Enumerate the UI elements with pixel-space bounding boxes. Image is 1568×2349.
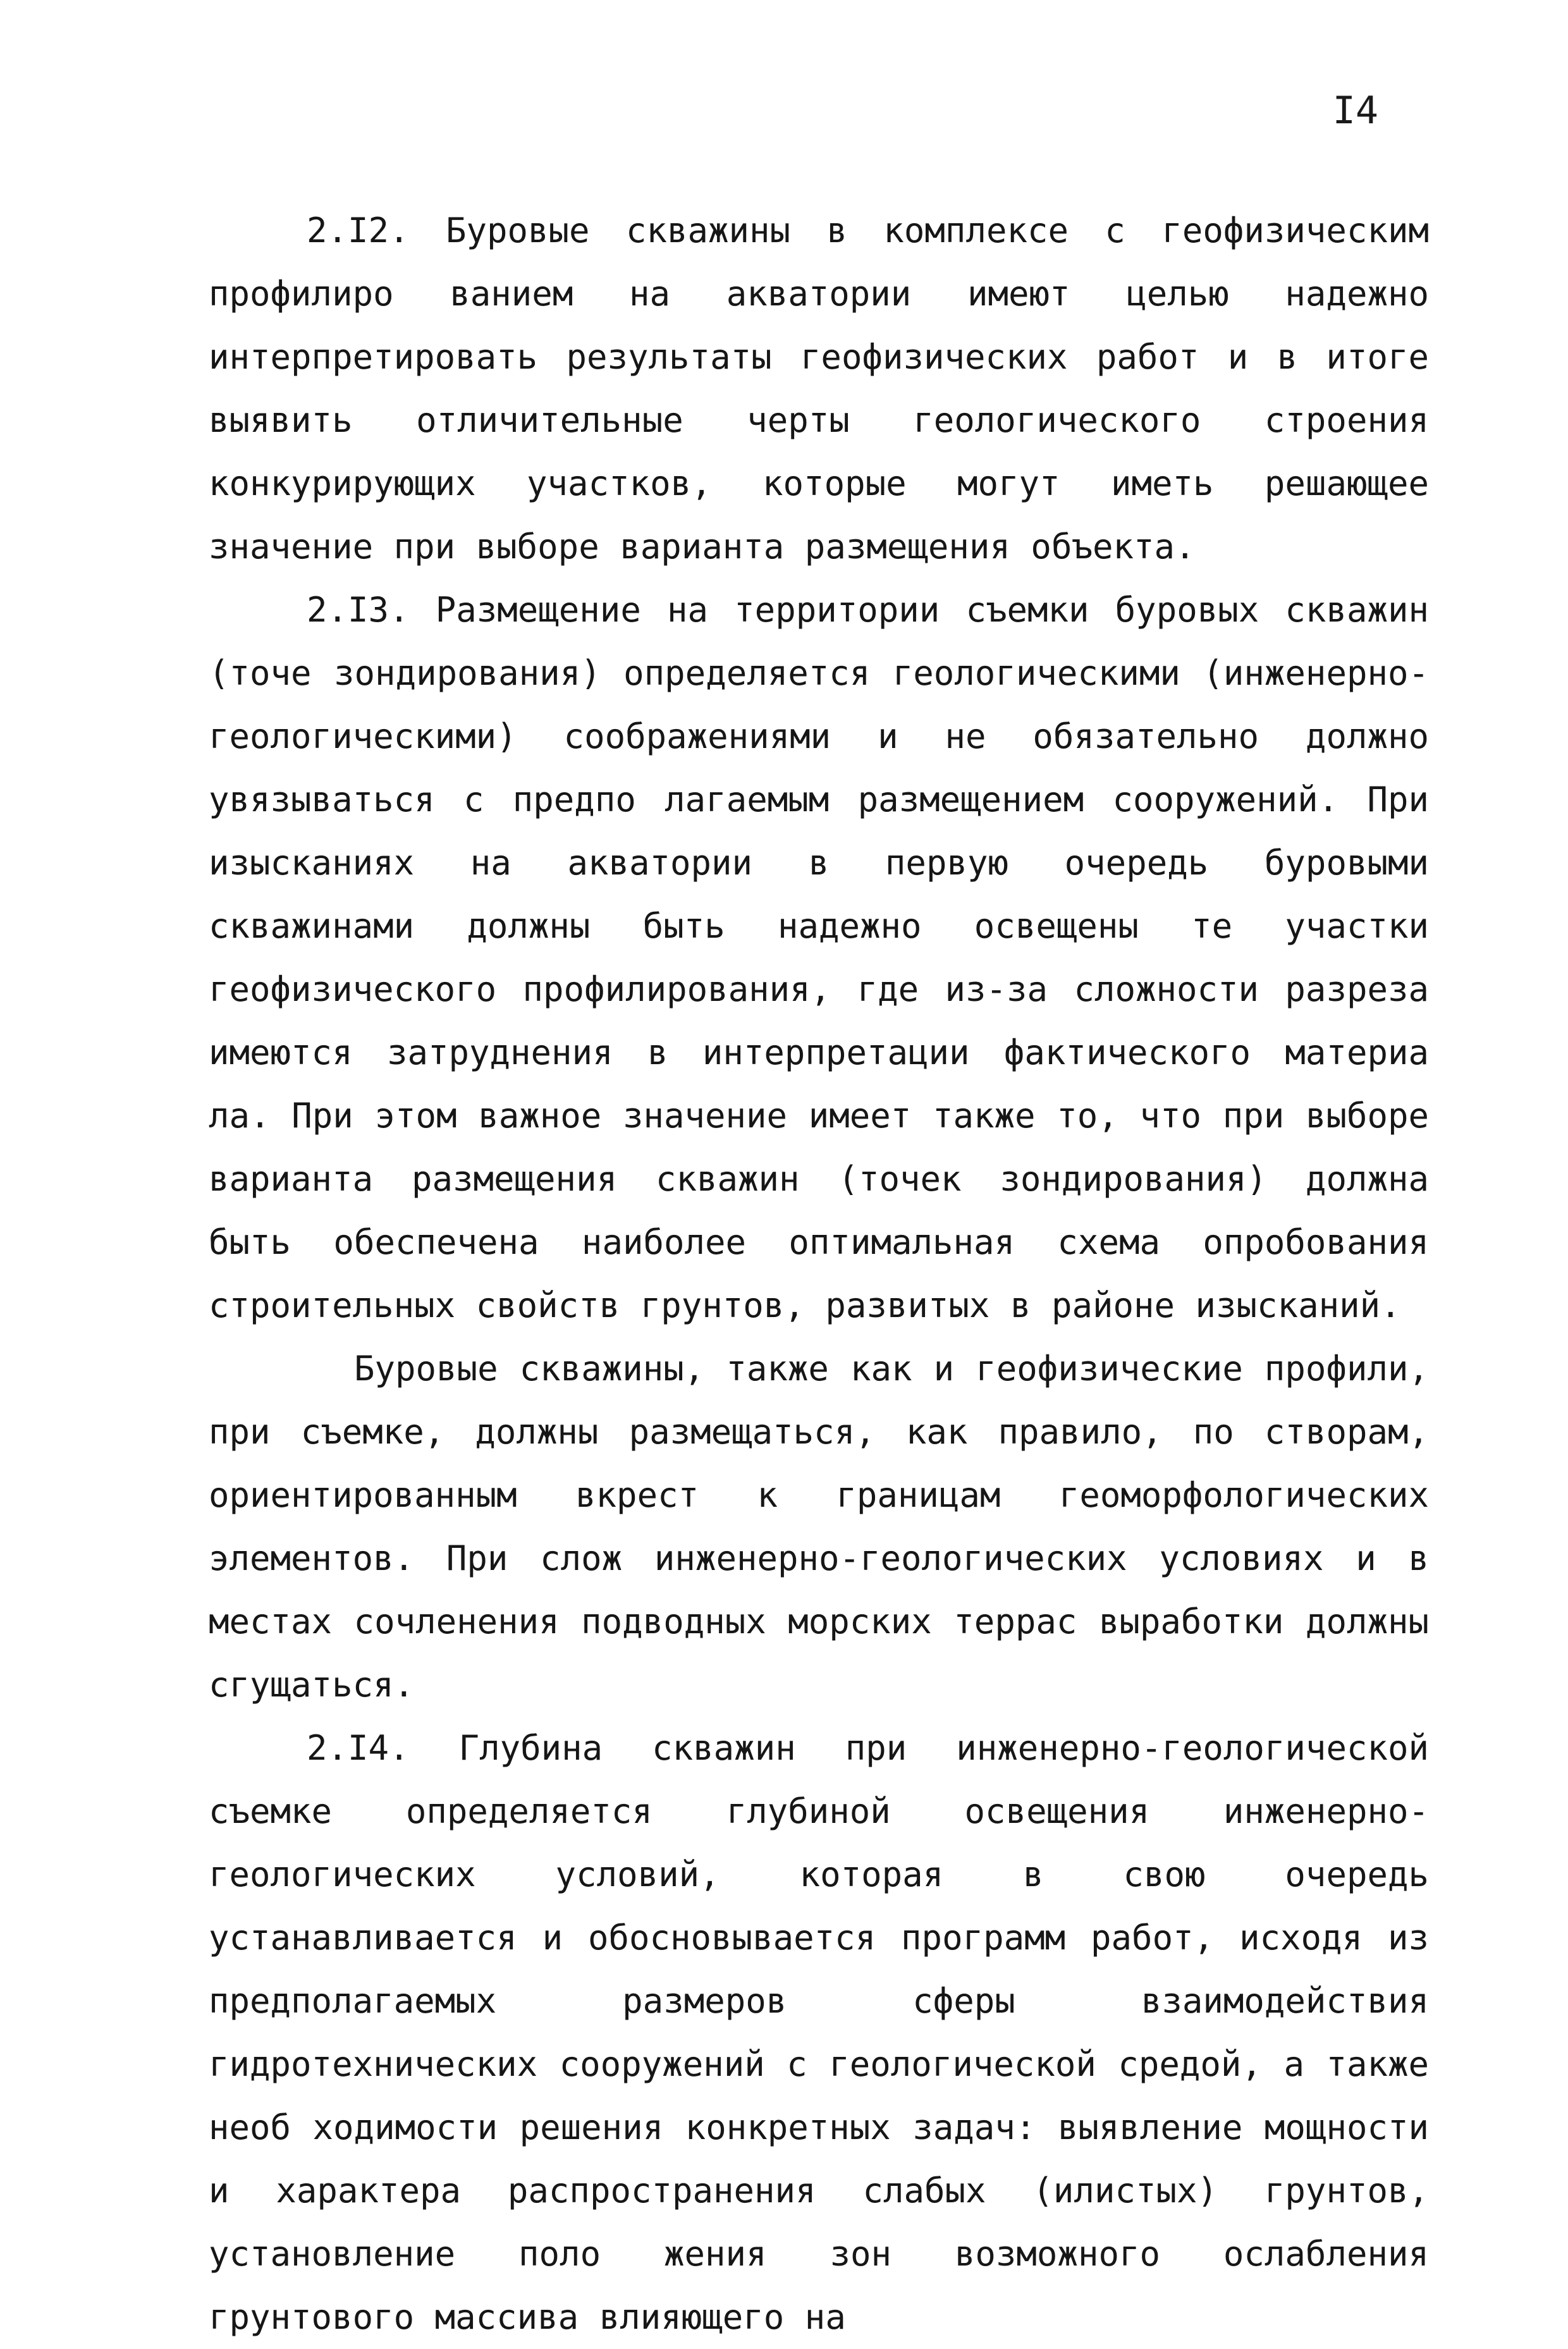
document-body [209, 199, 1429, 2349]
paragraph-2-12: 2.I2. Буровые скважины в комплексе с геофизическим профилиро ванием на акватории имеют целью надежно интерпретировать результаты геофизических работ и в итоге выявить отличительные черты геологического строения конкурирующих участков, которые могут иметь решающее значение при выборе варианта размещения объекта. [209, 211, 1429, 567]
page-number: I4 [1332, 89, 1378, 133]
paragraph-2-14: 2.I4. Глубина скважин при инженерно-геологической съемке определяется глубиной освещения инженерно-геологических условий, которая в свою очередь устанавливается и обосновывается программ работ, исходя из предполагаемых размеров сферы взаимодействия гидротехнических сооружений с геологической средой, а также необ ходимости решения конкретных задач: выявление мощности и характера распространения слабых (илистых) грунтов, установление поло жения зон возможного ослабления грунтового массива влияющего на [209, 1728, 1429, 2337]
paragraph-2-13: 2.I3. Размещение на территории съемки буровых скважин (точе зондирования) определяется геологическими (инженерно-геологическими) соображениями и не обязательно должно увязываться с предпо лагаемым размещением сооружений. При изысканиях на акватории в первую очередь буровыми скважинами должны быть надежно освещены те участки геофизического профилирования, где из-за сложности разреза имеются затруднения в интерпретации фактического материа ла. При этом важное значение имеет также то, что при выборе варианта размещения скважин (точек зондирования) должна быть обеспечена наиболее оптимальная схема опробования строительных свойств грунтов, развитых в районе изысканий. [209, 590, 1429, 1325]
paragraph-boreholes-placement: Буровые скважины, также как и геофизические профили, при съемке, должны размещаться, как правило, по створам, ориентированным вкрест к границам геоморфологических элементов. При слож инженерно-геологических условиях и в местах сочленения подводных морских террас выработки должны сгущаться. [209, 1349, 1429, 1705]
